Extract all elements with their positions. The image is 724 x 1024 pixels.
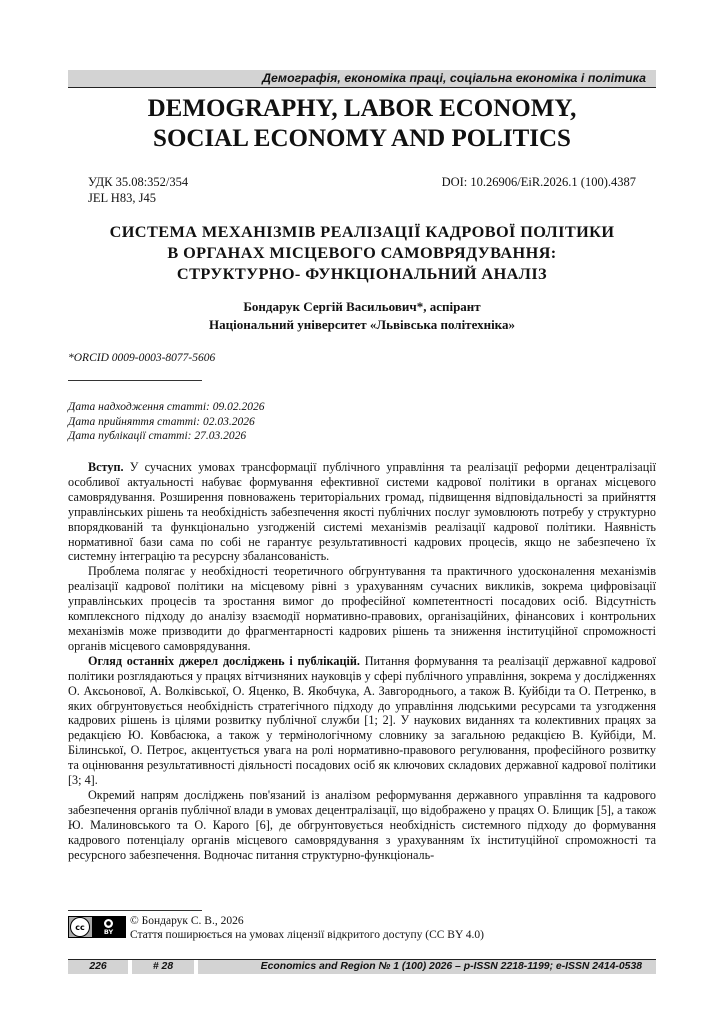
date-accepted: Дата прийняття статті: 02.03.2026 <box>68 415 255 428</box>
article-title-line3: СТРУКТУРНО- ФУНКЦІОНАЛЬНИЙ АНАЛІЗ <box>176 264 548 283</box>
paragraph-lead: Вступ. <box>88 460 124 474</box>
article-title-line2: В ОРГАНАХ МІСЦЕВОГО САМОВРЯДУВАННЯ: <box>167 243 557 262</box>
date-published: Дата публікації статті: 27.03.2026 <box>68 430 247 442</box>
udc-code: УДК 35.08:352/354 <box>88 175 189 189</box>
date-received: Дата надходження статті: 09.02.2026 <box>68 401 265 413</box>
page-footer <box>68 959 656 974</box>
paragraph-introduction <box>68 460 656 564</box>
paragraph-problem: Проблема полягає у необхідності теоретичного обгрунтування та практичного удосконалення механізмів реалізації кадрової політики на місцевому рівні з урахуванням сучасних викликів, зокрема цифровізації управлінських процесів та зростання вимог до професійної компетентності посадових осіб. Відсутність комплексного підходу до аналізу взаємодії нормативно-правових, організаційних, фінансових і контрольних механізмів може призводити до фрагментарності кадрових рішень та зниження інституційної спроможності органів місцевого самоврядування. <box>68 564 656 653</box>
section-title-line1: DEMOGRAPHY, LABOR ECONOMY, <box>147 95 577 122</box>
author-name: Бондарук Сергій Васильович*, аспірант <box>243 299 481 314</box>
paragraph-text: Питання формування та реалізації державної кадрової політики розглядаються у працях вітчизняних науковців у сфері публічного управління, зокрема у дослідженнях О. Аксьонової, А. Волківської, О. Яценко, В. Якобчука, А. Завгороднього, а також В. Куйбіди та О. Петренко, в яких обгрунтовується необхідність стратегічного підходу до управління людськими ресурсами та узгодження кадрових рішень із цілями розвитку публічної служби [1; 2]. У наукових виданнях та колективних працях за редакцією Ю. Ковбасюка, а також у термінологічному словнику за загальною редакцією В. Куйбіди, М. Білинської, О. Петроє, акцентується увага на ролі нормативно-правового регулювання, професійного розвитку та оцінювання результативності діяльності посадових осіб як ключових складових державної кадрової політики [3; 4]. <box>68 653 657 788</box>
footnote-divider <box>68 380 202 381</box>
person-icon: ● <box>105 919 112 927</box>
running-header <box>68 70 656 88</box>
by-icon <box>92 917 125 937</box>
journal-info: Economics and Region № 1 (100) 2026 – p-ISSN 2218-1199; e-ISSN 2414-0538 <box>198 960 656 974</box>
author-affiliation: Національний університет «Львівська політехніка» <box>209 317 515 332</box>
copyright-notice: © Бондарук С. В., 2026 <box>130 915 244 927</box>
doi: DOI: 10.26906/EiR.2026.1 (100).4387 <box>441 175 636 189</box>
running-header-title: Демографія, економіка праці, соціальна економіка і політика <box>262 71 646 85</box>
article-title <box>0 221 724 284</box>
classification-codes <box>88 174 188 206</box>
orcid: *ORCID 0009-0003-8077-5606 <box>68 352 216 364</box>
author-block <box>0 298 724 334</box>
paragraph-lead: Огляд останніх джерел досліджень і публікацій. <box>88 653 360 668</box>
section-title-line2: SOCIAL ECONOMY AND POLITICS <box>153 125 571 152</box>
article-body <box>68 460 656 862</box>
article-title-line1: СИСТЕМА МЕХАНІЗМІВ РЕАЛІЗАЦІЇ КАДРОВОЇ ПОЛІТИКИ <box>109 222 615 241</box>
license-text <box>130 915 484 942</box>
page-number: 226 <box>68 960 128 974</box>
issue-number: # 28 <box>132 960 194 974</box>
by-label: BY <box>103 927 114 936</box>
license-divider <box>68 910 202 911</box>
paragraph-text: У сучасних умовах трансформації публічного управління та реалізації реформи децентралізації особливої актуальності набуває формування ефективної системи кадрової політики в органах місцевого самоврядування. Розширення повноважень територіальних громад, підвищення відповідальності за прийняття управлінських рішень та необхідність забезпечення якості публічних послуг зумовлюють потребу у структурно впорядкованій та функціонально узгодженій системі механізмів реалізації кадрової політики. Наявність нормативної бази сама по собі не гарантує результативності кадрових процесів, якщо не забезпечено їх системну інтеграцію та ресурсну збалансованість. <box>68 460 656 564</box>
jel-code: JEL H83, J45 <box>88 191 156 205</box>
section-title <box>0 94 724 154</box>
paragraph-research-direction: Окремий напрям досліджень пов'язаний із аналізом реформування державного управління та кадрового забезпечення органів публічної влади в умовах децентралізації, що відображено у працях О. Блищик [5], а також Ю. Малиновського та О. Карого [6], де обгрунтовується необхідність системного підходу до формування кадрового потенціалу органів місцевого самоврядування з урахуванням їх інституційної спроможності та ресурсного забезпечення. Водночас питання структурно-функціональ- <box>68 787 656 862</box>
paragraph-literature-review <box>68 654 656 788</box>
cc-by-license-icon <box>68 916 126 938</box>
article-dates <box>68 400 264 444</box>
cc-icon: cc <box>70 917 90 937</box>
license-statement: Стаття поширюється на умовах ліцензії відкритого доступу (CC BY 4.0) <box>130 928 484 941</box>
